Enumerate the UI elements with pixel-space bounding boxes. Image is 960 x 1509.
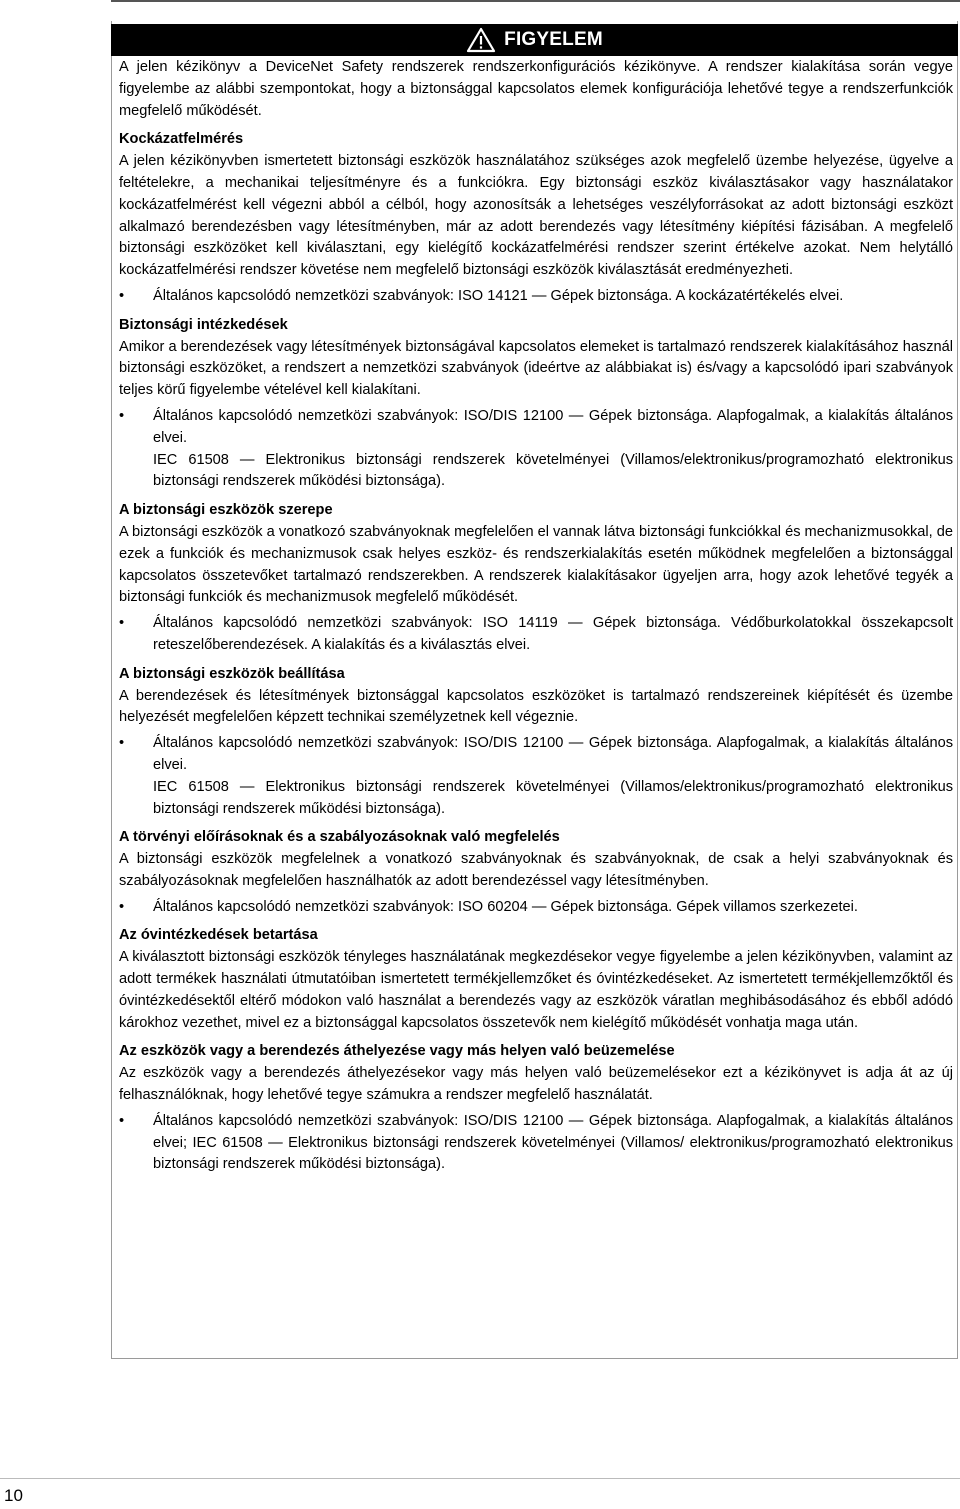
section-heading-precautions: Az óvintézkedések betartása: [119, 927, 318, 944]
bullet-dot: •: [119, 1112, 125, 1129]
bullet-dot: •: [119, 407, 125, 424]
section-body-risk-assessment: A jelen kézikönyvben ismertetett biztonsági eszközök használatához szükséges azok megfelelő üzembe helyezése, ügyelve a feltételekre, a mechanikai teljesítményre és a funkciókra. Egy biztonsági eszköz kiválasztásakor vagy használatakor kockázatfelmérést kell végezni abból a célból, hogy azonosítsák a lehetséges veszélyforrásokat az adott biztonsági eszközt alkalmazó berendezésben vagy létesítményben, már az adott berendezés vagy létesítmény kiépítési fázisában. A megfelelő biztonsági eszközöket kell kiválasztani, egy kielégítő kockázatfelmérési rendszer szerint értékelve azokat. Nem helytálló kockázatfelmérési rendszer követése nem megfelelő biztonsági eszközök kiválasztását eredményezheti.: [119, 153, 953, 279]
top-rule: [111, 0, 960, 2]
bullet-list: [119, 613, 953, 657]
bullet-text: Általános kapcsolódó nemzetközi szabványok: ISO 14121 — Gépek biztonsága. A kockázatértékelés elvei.: [153, 287, 844, 304]
warning-title: FIGYELEM: [504, 29, 603, 50]
bullet-dot: •: [119, 615, 125, 632]
bullet-text: Általános kapcsolódó nemzetközi szabványok: ISO/DIS 12100 — Gépek biztonsága. Alapfogalmak, a kialakítás általános elvei.: [153, 735, 953, 773]
bullet-list: [119, 1111, 953, 1176]
warning-triangle-icon: [466, 27, 496, 53]
section-body-safety-measures: Amikor a berendezések vagy létesítmények biztonságával kapcsolatos elemeket is tartalmazó rendszerek kialakításához használ biztonsági eszközöket, a rendszert a nemzetközi szabványok (ideértve az alábbiakat is) és/vagy a kapcsolódó ipari szabványok teljes körű figyelembe vételével kell kialakítani.: [119, 338, 953, 399]
list-item: [119, 613, 953, 657]
bullet-text: Általános kapcsolódó nemzetközi szabványok: ISO/DIS 12100 — Gépek biztonsága. Alapfogalmak, a kialakítás általános elvei; IEC 61508 — Elektronikus biztonsági rendszerek követelményei (Villamos/ elektronikus/programozható elektronikus biztonsági rendszerek működési biztonsága).: [153, 1112, 953, 1173]
bullet-dot: •: [119, 735, 125, 752]
section-heading-legal-compliance: A törvényi előírásoknak és a szabályozásoknak való megfelelés: [119, 829, 560, 846]
list-item: [119, 406, 953, 493]
section-heading-device-installation: A biztonsági eszközök beállítása: [119, 665, 345, 682]
bullet-dot: •: [119, 898, 125, 915]
section-body-legal-compliance: A biztonsági eszközök megfelelnek a vonatkozó szabványoknak és szabványoknak, de csak a helyi szabványoknak és szabályozásoknak megfelelően használhatók az adott berendezéssel vagy létesítményben.: [119, 851, 953, 889]
section-body-device-installation: A berendezések és létesítmények biztonsággal kapcsolatos eszközöket is tartalmazó rendszereinek kiépítését és üzembe helyezését megfelelően képzett technikai személyzetnek kell végeznie.: [119, 687, 953, 726]
section-body-relocation: Az eszközök vagy a berendezés áthelyezésekor vagy más helyen való beüzemelésekor ezt a kézikönyvet is adja át az új felhasználóknak, hogy lehetővé tegye számukra a rendszer megfelelő használatát.: [119, 1065, 953, 1104]
bullet-list: [119, 897, 953, 919]
warning-header: [111, 24, 958, 56]
list-item: [119, 286, 953, 308]
list-item: [119, 733, 953, 820]
bullet-list: [119, 733, 953, 820]
section-heading-safety-measures: Biztonsági intézkedések: [119, 316, 288, 333]
page-number: 10: [4, 1486, 23, 1505]
section-body-device-role: A biztonsági eszközök a vonatkozó szabványoknak megfelelően el vannak látva biztonsági funkciókkal és mechanizmusokkal, de ezek a funkciók és mechanizmusok csak helyes eszköz- és rendszerkialakítás esetén működnek megfelelően a biztonsággal kapcsolatos összetevőket tartalmazó rendszerekben. A rendszerek kialakításakor ügyeljen arra, hogy azok lehetővé tegyék a biztonsági funkciók és mechanizmusok megfelelő működését.: [119, 523, 953, 606]
bullet-extra-text: IEC 61508 — Elektronikus biztonsági rendszerek követelményei (Villamos/elektronikus/programozható elektronikus biztonsági rendszerek működési biztonsága).: [153, 778, 953, 817]
bullet-text: Általános kapcsolódó nemzetközi szabványok: ISO 14119 — Gépek biztonsága. Védőburkolatokkal összekapcsolt reteszelőberendezések. A kialakítás és a kiválasztás elvei.: [153, 615, 953, 653]
section-heading-risk-assessment: Kockázatfelmérés: [119, 131, 244, 148]
bullet-list: [119, 286, 953, 308]
section-heading-device-role: A biztonsági eszközök szerepe: [119, 502, 333, 519]
warning-content: [119, 57, 953, 1176]
bullet-text: Általános kapcsolódó nemzetközi szabványok: ISO 60204 — Gépek biztonsága. Gépek villamos szerkezetei.: [153, 898, 858, 915]
bullet-text: Általános kapcsolódó nemzetközi szabványok: ISO/DIS 12100 — Gépek biztonsága. Alapfogalmak, a kialakítás általános elvei.: [153, 407, 953, 446]
bullet-list: [119, 406, 953, 493]
section-heading-relocation: Az eszközök vagy a berendezés áthelyezése vagy más helyen való beüzemelése: [119, 1043, 675, 1060]
list-item: [119, 897, 953, 919]
list-item: [119, 1111, 953, 1176]
footer-rule: [0, 1478, 960, 1479]
bullet-dot: •: [119, 287, 125, 304]
section-body-precautions: A kiválasztott biztonsági eszközök tényleges használatának megkezdésekor vegye figyelembe a jelen kézikönyvben, valamint az adott termékek használati útmutatóiban ismertetett termékjellemzőket és óvintézkedéseket. Az ismertetett termékjellemzőktől és óvintézkedésektől eltérő módokon való használat a berendezés vagy az eszközök váratlan meghibásodásához és ebből adódó károkhoz vezethet, mivel ez a biztonsággal kapcsolatos összetevők nem kielégítő működését vonhatja maga után.: [119, 949, 953, 1031]
bullet-extra-text: IEC 61508 — Elektronikus biztonsági rendszerek követelményei (Villamos/elektronikus/programozható elektronikus biztonsági rendszerek működési biztonsága).: [153, 451, 953, 490]
intro-paragraph: A jelen kézikönyv a DeviceNet Safety rendszerek rendszerkonfigurációs kézikönyve. A rendszer kialakítása során vegye figyelembe az alábbi szempontokat, hogy a biztonsággal kapcsolatos elemek konfigurációja lehetővé tegye a rendszerfunkciók megfelelő működését.: [119, 59, 953, 119]
